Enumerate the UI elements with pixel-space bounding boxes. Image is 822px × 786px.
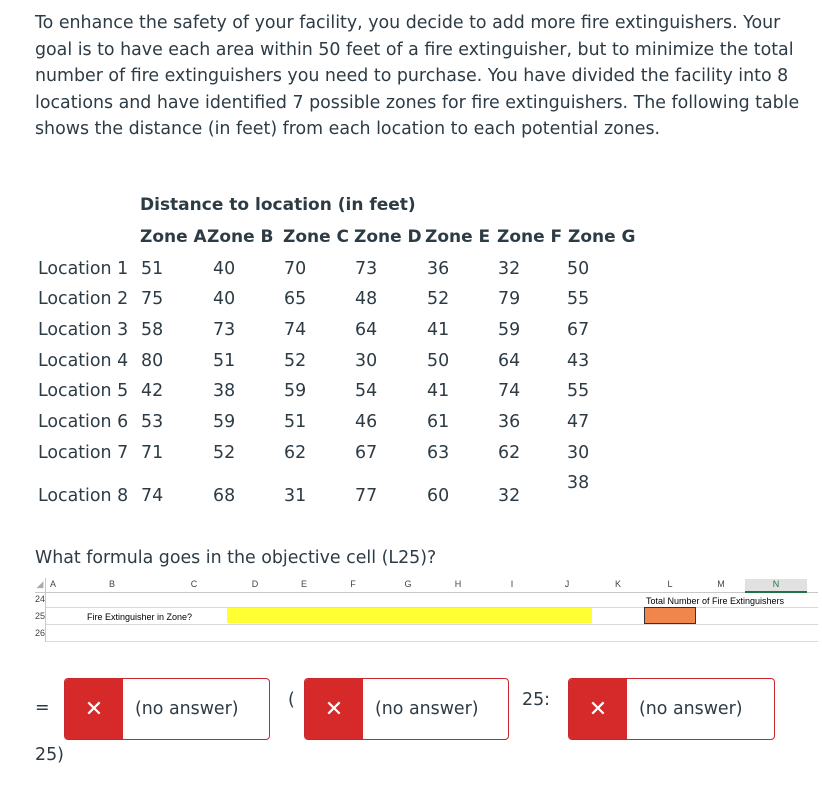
column-header: C xyxy=(190,579,198,589)
table-cell: 38 xyxy=(213,381,236,401)
column-header: A xyxy=(49,579,56,589)
table-cell: 52 xyxy=(213,443,236,463)
table-cell: 51 xyxy=(213,351,236,371)
header-zone-a: Zone A xyxy=(140,227,207,247)
header-zone-e: Zone E xyxy=(425,227,491,247)
column-header: J xyxy=(564,579,570,589)
table-cell: 32 xyxy=(498,259,521,279)
header-zone-b: Zone B xyxy=(207,227,274,247)
row-header: 25 xyxy=(35,611,46,621)
table-cell: 55 xyxy=(567,289,590,309)
table-cell: 38 xyxy=(567,473,590,493)
table-cell: 50 xyxy=(567,259,590,279)
question-prompt: What formula goes in the objective cell (L25)? xyxy=(35,548,437,568)
table-cell: 53 xyxy=(141,412,164,432)
table-cell: 64 xyxy=(355,320,378,340)
table-cell: 74 xyxy=(141,486,164,506)
table-cell: 75 xyxy=(141,289,164,309)
table-cell: 80 xyxy=(141,351,164,371)
row-header: 26 xyxy=(35,628,46,638)
table-cell: 51 xyxy=(141,259,164,279)
select-all-corner: ◢ xyxy=(36,579,44,589)
row-label: Location 5 xyxy=(38,381,129,401)
answer-blank-3[interactable] xyxy=(568,678,775,740)
table-cell: 52 xyxy=(284,351,307,371)
table-cell: 64 xyxy=(498,351,521,371)
column-header: G xyxy=(404,579,412,589)
spreadsheet-excerpt xyxy=(35,578,818,642)
row-label: Location 7 xyxy=(38,443,129,463)
header-zone-g: Zone G xyxy=(568,227,636,247)
table-cell: 30 xyxy=(355,351,378,371)
table-cell: 48 xyxy=(355,289,378,309)
decision-cells-highlight xyxy=(227,608,592,623)
table-cell: 46 xyxy=(355,412,378,432)
column-header: I xyxy=(510,579,514,589)
table-cell: 59 xyxy=(213,412,236,432)
header-zone-d: Zone D xyxy=(354,227,422,247)
table-cell: 41 xyxy=(427,320,450,340)
header-zone-c: Zone C xyxy=(283,227,350,247)
incorrect-icon: ✕ xyxy=(65,679,123,739)
column-header: B xyxy=(108,579,115,589)
incorrect-icon: ✕ xyxy=(569,679,627,739)
objective-cell-l25 xyxy=(644,607,696,624)
table-cell: 61 xyxy=(427,412,450,432)
table-cell: 73 xyxy=(355,259,378,279)
table-cell: 47 xyxy=(567,412,590,432)
table-cell: 67 xyxy=(567,320,590,340)
row-label: Location 3 xyxy=(38,320,129,340)
answer-value: (no answer) xyxy=(375,699,479,719)
table-cell: 36 xyxy=(427,259,450,279)
row-label: Location 2 xyxy=(38,289,129,309)
open-paren: ( xyxy=(288,690,295,710)
table-cell: 40 xyxy=(213,259,236,279)
table-title: Distance to location (in feet) xyxy=(140,195,416,215)
column-header: D xyxy=(251,579,259,589)
row-label: Location 8 xyxy=(38,486,129,506)
table-cell: 67 xyxy=(355,443,378,463)
table-cell: 36 xyxy=(498,412,521,432)
table-cell: 62 xyxy=(498,443,521,463)
table-cell: 70 xyxy=(284,259,307,279)
column-header: H xyxy=(454,579,462,589)
table-cell: 74 xyxy=(284,320,307,340)
table-cell: 43 xyxy=(567,351,590,371)
grid-line xyxy=(45,624,818,625)
answer-value: (no answer) xyxy=(639,699,743,719)
table-cell: 40 xyxy=(213,289,236,309)
header-zone-f: Zone F xyxy=(497,227,563,247)
table-cell: 51 xyxy=(284,412,307,432)
table-cell: 73 xyxy=(213,320,236,340)
column-header: N xyxy=(745,579,807,593)
table-cell: 60 xyxy=(427,486,450,506)
table-cell: 31 xyxy=(284,486,307,506)
answer-blank-2[interactable] xyxy=(304,678,509,740)
table-cell: 79 xyxy=(498,289,521,309)
table-cell: 59 xyxy=(498,320,521,340)
column-header: E xyxy=(300,579,307,589)
question-intro: To enhance the safety of your facility, you decide to add more fire extinguishers. Your goal is to have each area within 50 feet of a fire extinguisher, but to minimize the total number of fire extinguishers you need to purchase. You have divided the facility into 8 locations and have identified 7 possible zones for fire extinguishers. The following table shows the distance (in feet) from each location to each potential zones. xyxy=(35,13,800,139)
table-cell: 52 xyxy=(427,289,450,309)
table-cell: 30 xyxy=(567,443,590,463)
column-header-row xyxy=(35,578,818,593)
table-cell: 74 xyxy=(498,381,521,401)
grid-line xyxy=(45,641,818,642)
table-cell: 42 xyxy=(141,381,164,401)
table-cell: 63 xyxy=(427,443,450,463)
row-label: Location 4 xyxy=(38,351,129,371)
column-header: K xyxy=(614,579,621,589)
grid-line xyxy=(45,578,46,642)
table-cell: 58 xyxy=(141,320,164,340)
incorrect-icon: ✕ xyxy=(305,679,363,739)
table-cell: 32 xyxy=(498,486,521,506)
equals-sign: = xyxy=(35,698,50,718)
table-cell: 71 xyxy=(141,443,164,463)
table-cell: 41 xyxy=(427,381,450,401)
table-cell: 65 xyxy=(284,289,307,309)
row-label: Location 1 xyxy=(38,259,129,279)
column-header: M xyxy=(717,579,725,589)
column-header: F xyxy=(350,579,356,589)
answer-value: (no answer) xyxy=(135,699,239,719)
closing-text: 25) xyxy=(35,745,64,765)
table-cell: 77 xyxy=(355,486,378,506)
label-b25: Fire Extinguisher in Zone? xyxy=(87,612,193,622)
row-header: 24 xyxy=(35,594,46,604)
table-cell: 55 xyxy=(567,381,590,401)
label-l24: Total Number of Fire Extinguishers xyxy=(646,596,785,606)
table-cell: 68 xyxy=(213,486,236,506)
table-cell: 54 xyxy=(355,381,378,401)
answer-blank-1[interactable] xyxy=(64,678,270,740)
table-cell: 50 xyxy=(427,351,450,371)
range-separator: 25: xyxy=(522,690,550,710)
table-cell: 62 xyxy=(284,443,307,463)
row-label: Location 6 xyxy=(38,412,129,432)
column-header: L xyxy=(667,579,673,589)
table-cell: 59 xyxy=(284,381,307,401)
